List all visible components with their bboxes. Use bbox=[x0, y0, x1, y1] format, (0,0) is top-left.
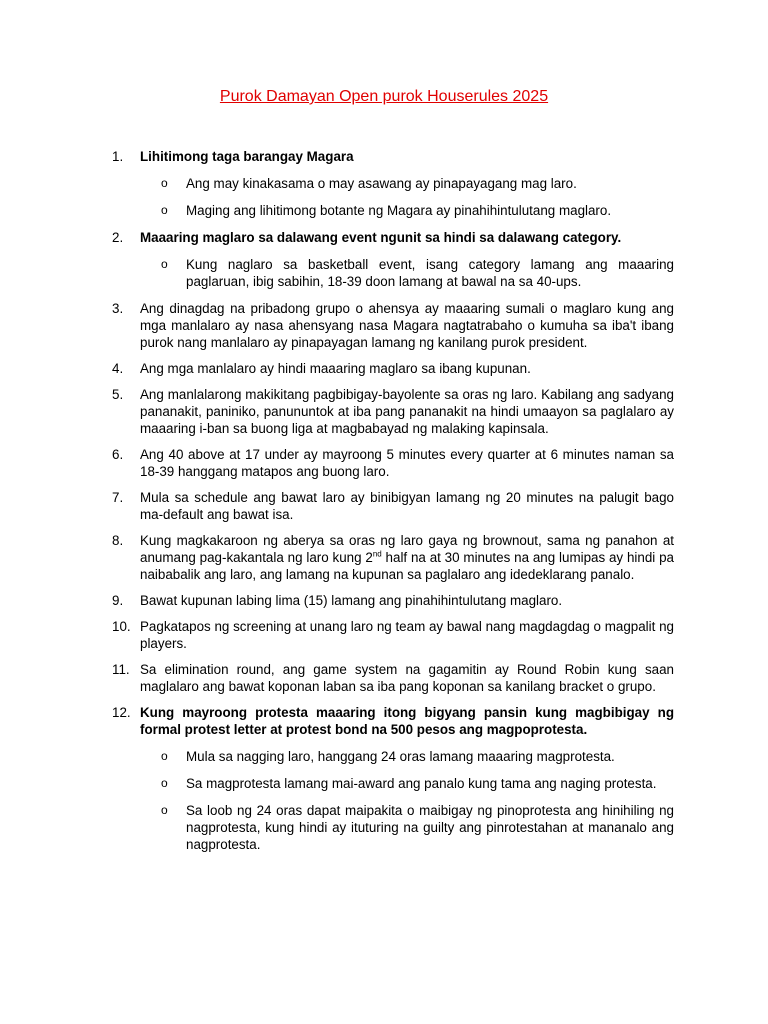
circle-bullet-icon: o bbox=[161, 257, 168, 271]
circle-bullet-icon: o bbox=[161, 203, 168, 217]
rule-item bbox=[112, 489, 674, 523]
document-title: Purok Damayan Open purok Houserules 2025 bbox=[219, 88, 549, 105]
sub-list bbox=[140, 256, 674, 290]
sub-item-text: Kung naglaro sa basketball event, isang category lamang ang maaaring paglaruan, ibig sabihin, 18-39 doon lamang at bawal na sa 40-ups. bbox=[186, 257, 674, 289]
sub-item-text: Sa magprotesta lamang mai-award ang panalo kung tama ang naging protesta. bbox=[186, 776, 657, 791]
sub-item bbox=[140, 748, 674, 765]
sub-item bbox=[140, 775, 674, 792]
rule-text-part: half na at 30 minutes na ang lumipas ay hindi pa naibabalik ang laro, ang lamang na kupunan sa paglalaro ang idedeklarang panalo. bbox=[140, 550, 674, 582]
sub-item-text: Maging ang lihitimong botante ng Magara ay pinahihintulutang maglaro. bbox=[186, 203, 612, 218]
sub-item-text: Ang may kinakasama o may asawang ay pinapayagang mag laro. bbox=[186, 176, 577, 191]
rule-text: Ang 40 above at 17 under ay mayroong 5 minutes every quarter at 6 minutes naman sa 18-39 hanggang matapos ang buong laro. bbox=[140, 447, 674, 479]
ordinal-superscript: nd bbox=[372, 549, 382, 559]
rule-text: Sa elimination round, ang game system na gagamitin ay Round Robin kung saan maglalaro ang bawat koponan laban sa iba pang koponan sa kanilang bracket o grupo. bbox=[140, 662, 674, 694]
rule-item bbox=[112, 229, 674, 290]
rule-text: Ang mga manlalaro ay hindi maaaring maglaro sa ibang kupunan. bbox=[140, 361, 531, 376]
rule-number: 11. bbox=[112, 662, 130, 677]
sub-item-text: Mula sa nagging laro, hanggang 24 oras lamang maaaring magprotesta. bbox=[186, 749, 615, 764]
circle-bullet-icon: o bbox=[161, 749, 168, 763]
rule-number: 9. bbox=[112, 593, 124, 608]
sub-item-text: Sa loob ng 24 oras dapat maipakita o maibigay ng pinoprotesta ang hinihiling ng nagprotesta, kung hindi ay ituturing na guilty ang pinrotestahan at mananalo ang nagprotesta. bbox=[186, 803, 674, 852]
rule-item bbox=[112, 148, 674, 219]
rule-text: Bawat kupunan labing lima (15) lamang ang pinahihintulutang maglaro. bbox=[140, 593, 563, 608]
circle-bullet-icon: o bbox=[161, 803, 168, 817]
rule-item bbox=[112, 592, 674, 609]
sub-item bbox=[140, 202, 674, 219]
circle-bullet-icon: o bbox=[161, 776, 168, 790]
rule-item bbox=[112, 386, 674, 437]
rule-number: 1. bbox=[112, 149, 124, 164]
rule-text bbox=[140, 533, 674, 582]
rule-item bbox=[112, 532, 674, 583]
rule-item bbox=[112, 446, 674, 480]
rule-item bbox=[112, 661, 674, 695]
rule-text: Lihitimong taga barangay Magara bbox=[140, 149, 354, 164]
sub-item bbox=[140, 802, 674, 853]
rule-text: Mula sa schedule ang bawat laro ay binibigyan lamang ng 20 minutes na palugit bago ma-default ang bawat isa. bbox=[140, 490, 674, 522]
rule-number: 8. bbox=[112, 533, 124, 548]
rule-text-part: Kung magkakaroon ng aberya sa oras ng laro gaya ng brownout, sama ng panahon at anumang pag-kakantala ng laro kung 2 bbox=[140, 533, 674, 565]
rule-item bbox=[112, 704, 674, 853]
rule-number: 6. bbox=[112, 447, 124, 462]
rule-number: 12. bbox=[112, 705, 131, 720]
rule-number: 7. bbox=[112, 490, 124, 505]
rule-text: Maaaring maglaro sa dalawang event ngunit sa hindi sa dalawang category. bbox=[140, 230, 622, 245]
sub-item bbox=[140, 256, 674, 290]
rule-number: 4. bbox=[112, 361, 124, 376]
rule-number: 2. bbox=[112, 230, 124, 245]
rule-text: Pagkatapos ng screening at unang laro ng team ay bawal nang magdagdag o magpalit ng players. bbox=[140, 619, 674, 651]
rule-number: 10. bbox=[112, 619, 131, 634]
rule-number: 5. bbox=[112, 387, 124, 402]
rule-item bbox=[112, 618, 674, 652]
rule-text: Kung mayroong protesta maaaring itong bigyang pansin kung magbibigay ng formal protest letter at protest bond na 500 pesos ang magpoprotesta. bbox=[140, 705, 674, 737]
sub-list bbox=[140, 748, 674, 853]
rules-list bbox=[112, 148, 674, 863]
rule-item bbox=[112, 360, 674, 377]
sub-item bbox=[140, 175, 674, 192]
rule-text: Ang dinagdag na pribadong grupo o ahensya ay maaaring sumali o maglaro kung ang mga manlalaro ay nasa ahensyang nasa Magara nagtatrabaho o kumuha sa iba't ibang purok nang manlalaro ay pinapayagan lamang ng kanilang purok president. bbox=[140, 301, 674, 350]
sub-list bbox=[140, 175, 674, 219]
rule-text: Ang manlalarong makikitang pagbibigay-bayolente sa oras ng laro. Kabilang ang sadyang pananakit, paniniko, panununtok at iba pang pananakit na hindi umaayon sa paglalaro ay maaaring i-ban sa buong liga at magbabayad ng malaking kapinsala. bbox=[140, 387, 674, 436]
rule-number: 3. bbox=[112, 301, 124, 316]
circle-bullet-icon: o bbox=[161, 176, 168, 190]
rule-item bbox=[112, 300, 674, 351]
